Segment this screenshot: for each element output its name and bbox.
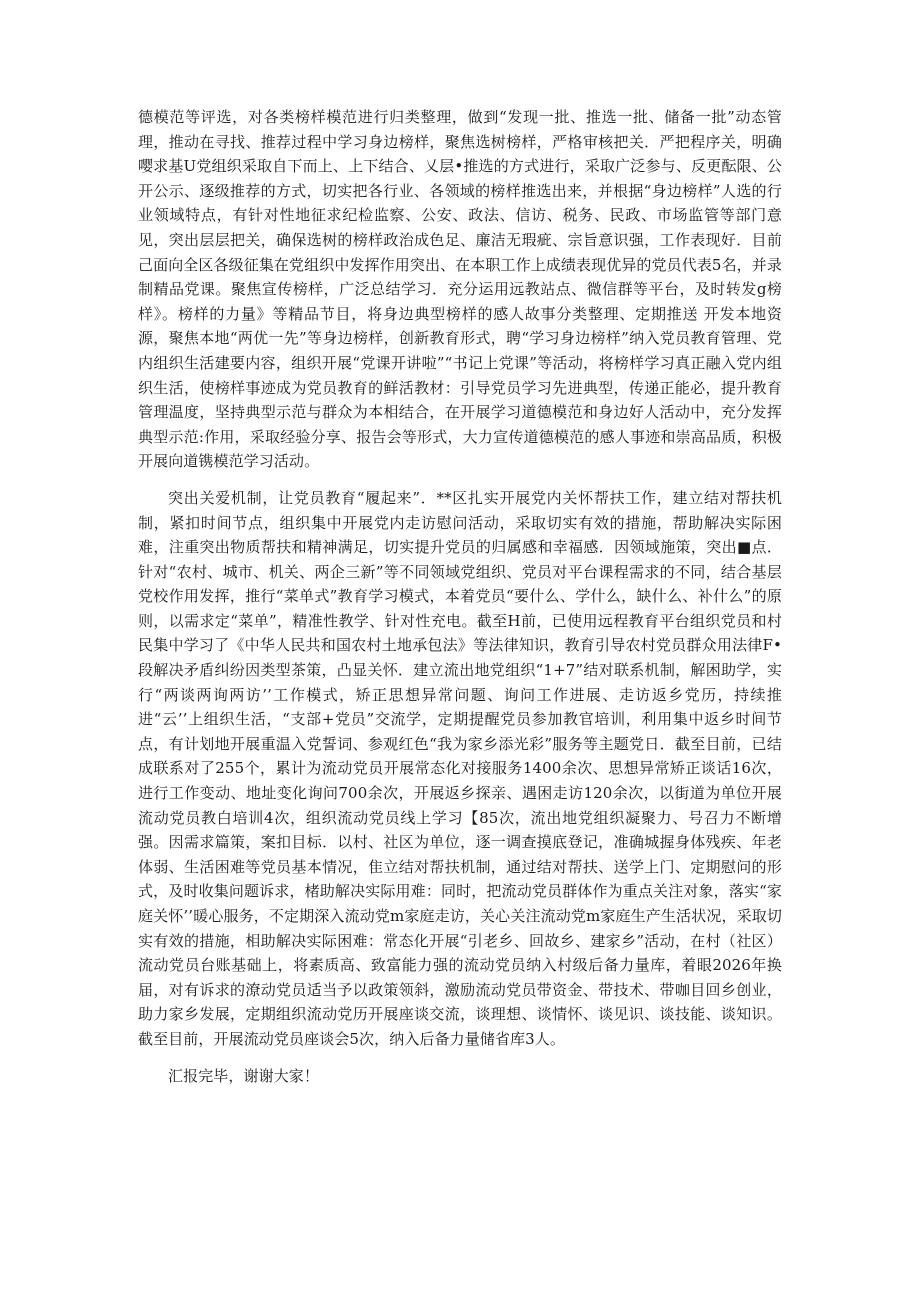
closing-paragraph: 汇报完毕，谢谢大家！ xyxy=(168,1066,320,1085)
body-paragraph-1: 德模范等评选，对各类榜样模范进行归类整理，做到“发现一批、推选一批、储备一批”动态管理，推动在寻找、推荐过程中学习身边榜样，聚焦选树榜样，严格审核把关．严把程序关，明确嘤求基U党组织采取自下而上、上下结合、乂层•推选的方式进行，采取广泛参与、反更酝限、公开公示、逐级推荐的方式，切实把各行业、各领域的榜样推选出来，并根据“身边榜样”人选的行业领域特点，有针对性地征求纪检监察、公安、政法、信访、税务、民政、市场监管等部门意见，突出层层把关，确保选树的榜样政治成色足、廉洁无瑕疵、宗旨意识强，工作表现好．目前己面向全区各级征集在党组织中发挥作用突出、在本职工作上成绩表现优异的党员代表5名，并录制精品党课。聚焦宣传榜样，广泛总结学习．充分运用远教站点、微信群等平台，及时转发g榜样》。榜样的力量》等精品节目，将身边典型榜样的感人故事分类整理、定期推送 开发本地资源，聚焦本地“两优一先”等身边榜样，创新教育形式，聘“学习身边榜样”纳入党员教育管理、党内组织生活建要内容，组织开展“党课开讲啦”“书记上党课”等活动，将榜样学习真正融入党内组织生活，使榜样事迹成为党员教育的鲜活教材：引导党员学习先进典型，传递正能必，提升教育管理温度，坚持典型示范与群众为本相结合，在开展学习道德模范和身边好人活动中，充分发挥典型示范:作用，采取经验分享、报告会等形式，大力宣传道德模范的感人事迹和崇高品质，积极开展向道镌模范学习活动。 xyxy=(138,108,782,471)
body-paragraph-2: 突出关爱机制，让党员教育“履起来”．**区扎实开展党内关怀帮扶工作，建立结对帮扶机制，紧扣时间节点，组织集中开展党内走访慰问活动，采取切实有效的措施，帮助解决实际困难，注重突出物质帮扶和精神满足，切实提升党员的归属感和幸福感．因领域施策，突出■点．针对“农村、城市、机关、两企三新”等不同领域党组织、党员对平台课程需求的不同，结合基层党校作用发挥，推行“菜单式”教育学习模式，本着党员“要什么、学什么，缺什么、补什么”的原则，以需求定“菜单”，精准性教学、针对性充电。截至H前，已使用远程教育平台组织党员和村民集中学习了《中华人民共和国农村土地承包法》等法律知识，教育引导农村党员群众用法律F•段解决矛盾纠纷因类型茶策，凸显关怀．建立流出地党组织“1+7”结对联系机制，解困助学，实行“两谈两询两访’’工作模式，矫正思想异常问题、询问工作进展、走访返乡党历，持续推进“云’’上组织生活，“支部+党员”交流学，定期提醒党员参加教官培训，利用集中返乡时间节点，有计划地开展重温入党誓词、参观红色“我为家乡添光彩”服务等主题党日．截至目前，已结成联系对了255个，累计为流动党员开展常态化对接服务1400余次、思想异常矫正谈话16次，进行工作变动、地址变化询问700余次，开展返乡探亲、遇困走访120余次，以街道为单位开展流动党员教白培训4次，组织流动党员线上学习【85次，流出地党组织凝聚力、号召力不断增强。因需求篇策，案扣目标．以村、社区为单位，逐一调查摸底登记，准确城握身体残疾、年老体弱、生活困难等党员基本情况，隹立结对帮扶机制，通过结对帮扶、送学上门、定期慰问的形式，及时收集问题诉求，楮助解决实际用难：同时，把流动党员群体作为重点关注对象，落实“家庭关怀’’暖心服务，不定期深入流动党m家庭走访，关心关注流动党m家庭生产生活状况，采取切实有效的措施，相助解决实际困难：常态化开展“引老乡、回故乡、建家乡”活动，在村（社区）流动党员台账基础上，将素质高、致富能力强的流动党员纳入村级后备力量库，着眼2026年换届，对有诉求的潦动党员适当予以政策领斜，激励流动党员带资金、带技术、带咖目回乡创业，助力家乡发展，定期组织流动党历开展座谈交流，谈理想、谈情怀、谈见识、谈技能、谈知识。截至目前，开展流动党员座谈会5次，纳入后备力量储省库3人。 xyxy=(138,488,782,1048)
